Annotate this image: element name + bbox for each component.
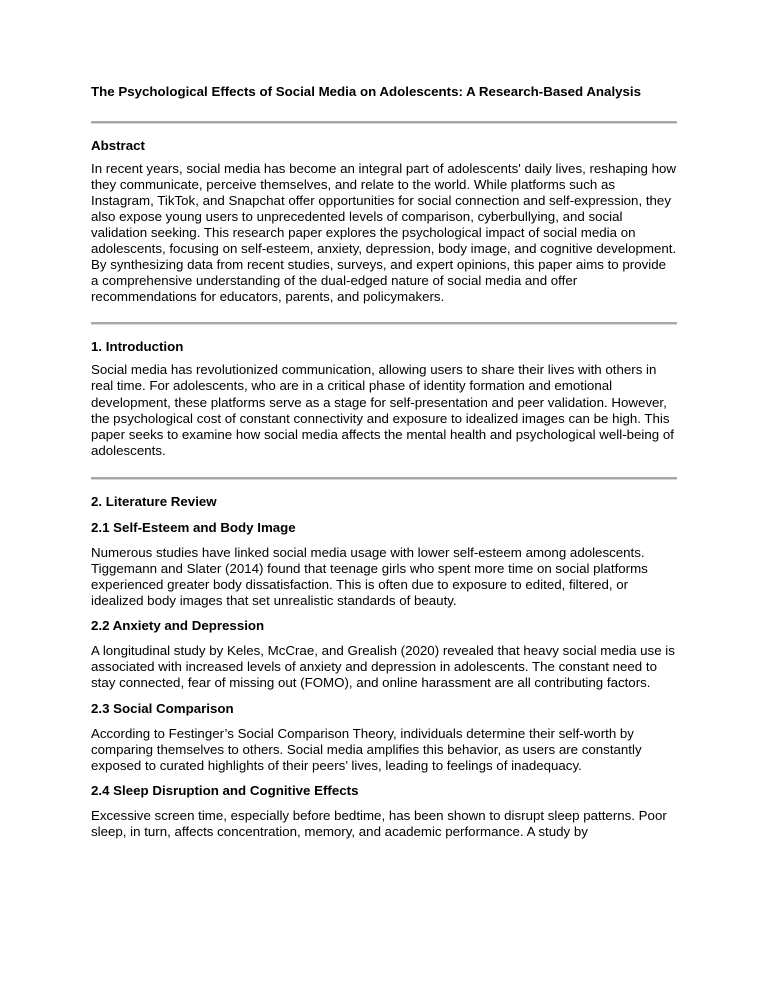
subsection-text-anxiety-depression: A longitudinal study by Keles, McCrae, and Grealish (2020) revealed that heavy social media use is associated with increased levels of anxiety and depression in adolescents. The constant need to stay connected, fear of missing out (FOMO), and online harassment are all contributing factors. [91,643,675,691]
subsection-heading-self-esteem: 2.1 Self-Esteem and Body Image [91,519,296,535]
abstract-text: In recent years, social media has become an integral part of adolescents' daily lives, reshaping how they communicate, perceive themselves, and relate to the world. While platforms such as Instagram, TikTok, and Snapchat offer opportunities for social connection and self-expression, they also expose young users to unprecedented levels of comparison, cyberbullying, and social validation seeking. This research paper explores the psychological impact of social media on adolescents, focusing on self-esteem, anxiety, depression, body image, and cognitive development. By synthesizing data from recent studies, surveys, and expert opinions, this paper aims to provide a comprehensive understanding of the dual-edged nature of social media and offer recommendations for educators, parents, and policymakers. [91,160,677,305]
document-page [91,82,677,840]
introduction-text: Social media has revolutionized communication, allowing users to share their lives with others in real time. For adolescents, who are in a critical phase of identity formation and emotional development, these platforms serve as a stage for self-presentation and peer validation. However, the psychological cost of constant connectivity and exposure to idealized images can be high. This paper seeks to examine how social media affects the mental health and psychological well-being of adolescents. [91,362,674,458]
subsection-heading-anxiety-depression: 2.2 Anxiety and Depression [91,618,265,634]
abstract-section [91,138,677,306]
introduction-section [91,339,677,459]
introduction-heading: 1. Introduction [91,339,184,355]
document-title: The Psychological Effects of Social Media on Adolescents: A Research-Based Analysis [91,84,642,99]
subsection-text-social-comparison: According to Festinger’s Social Comparison Theory, individuals determine their self-worth by comparing themselves to others. Social media amplifies this behavior, as users are constantly exposed to curated highlights of their peers’ lives, leading to feelings of inadequacy. [91,725,642,773]
subsection-heading-sleep-cognitive: 2.4 Sleep Disruption and Cognitive Effects [91,782,359,798]
subsection-text-self-esteem: Numerous studies have linked social media usage with lower self-esteem among adolescents. Tiggemann and Slater (2014) found that teenage girls who spent more time on social platforms experienced greater body dissatisfaction. This is often due to exposure to edited, filtered, or idealized body images that set unrealistic standards of beauty. [91,544,648,609]
subsection-heading-social-comparison: 2.3 Social Comparison [91,700,234,716]
literature-review-section [91,494,677,840]
literature-review-heading: 2. Literature Review [91,493,217,509]
abstract-heading: Abstract [91,137,145,153]
subsection-text-sleep-cognitive: Excessive screen time, especially before bedtime, has been shown to disrupt sleep patterns. Poor sleep, in turn, affects concentration, memory, and academic performance. A study by [91,807,667,839]
